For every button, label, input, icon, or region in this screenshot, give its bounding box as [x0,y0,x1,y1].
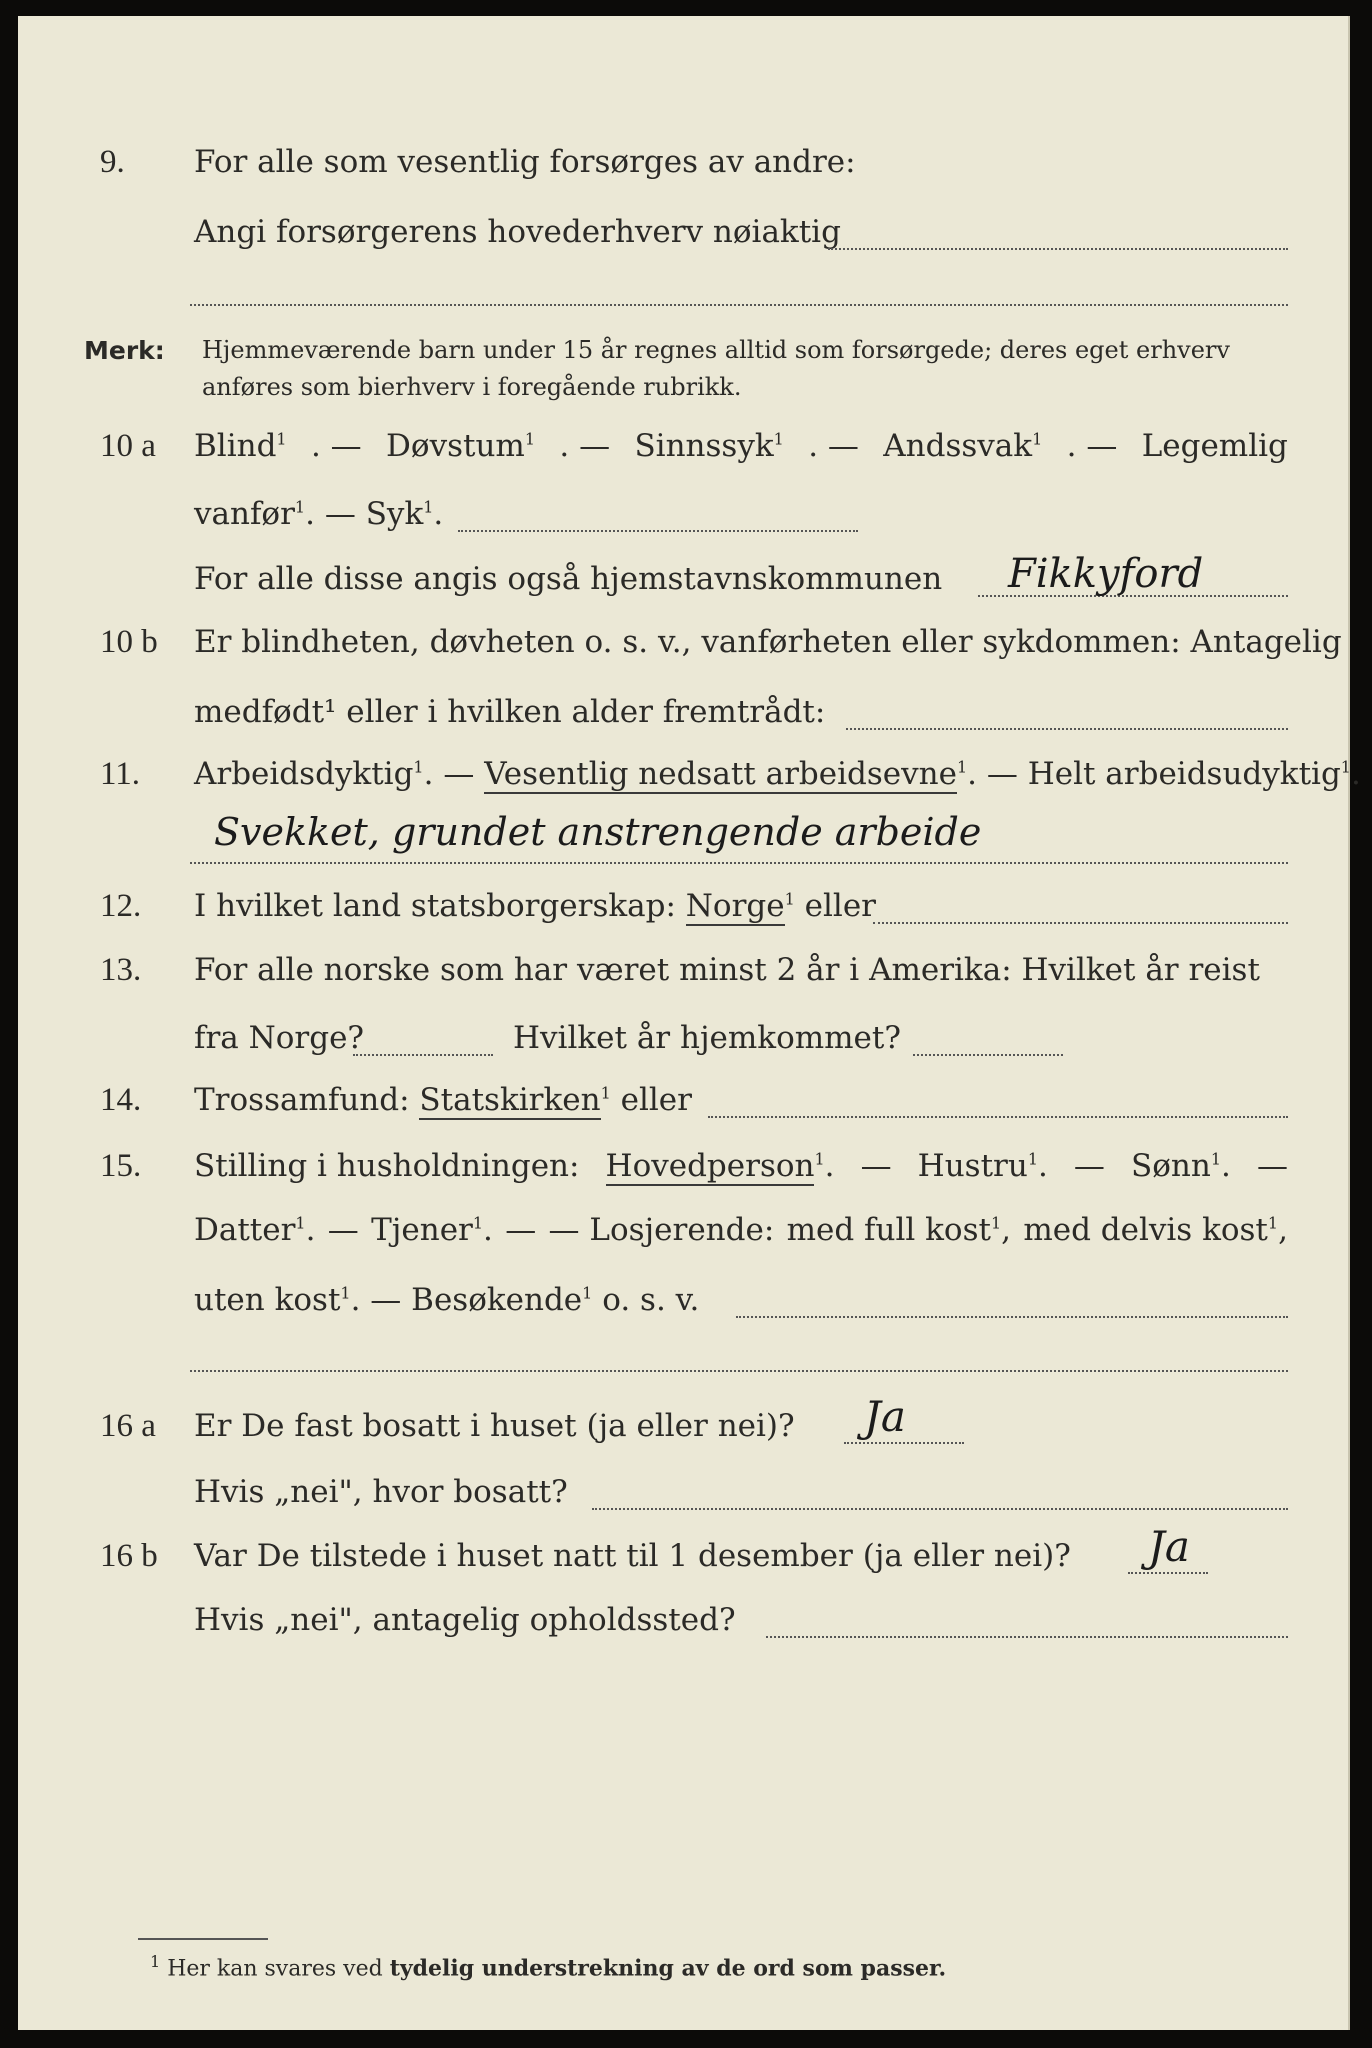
question-10a-number: 10 a [100,428,156,464]
question-10a [18,428,1348,478]
question-10b-number: 10 b [100,624,158,660]
merk-note-2 [18,373,1348,423]
question-11-number: 11. [100,756,141,792]
dash: . — [559,428,611,464]
option-blind: Blind$^1$ [194,428,287,464]
question-12-number: 12. [100,888,142,924]
question-9 [18,144,1348,194]
question-15-line3: uten kost$^1$. — Besøkende$^1$ o. s. v. [18,1282,1348,1332]
question-11-answer[interactable]: Svekket, grundet anstrengende arbeide [214,810,982,854]
option-andssvak: Andssvak$^1$ [883,428,1043,464]
answer-line-10b[interactable] [846,728,1288,730]
question-9-number: 9. [100,144,125,180]
answer-line-12[interactable] [873,922,1288,924]
option-datter[interactable]: Datter [194,1212,296,1248]
municipality-answer[interactable]: Fikkyford [1008,551,1204,597]
answer-line-15[interactable] [736,1316,1288,1318]
question-16b-answer[interactable]: Ja [1148,1522,1190,1571]
question-15-line1: Stilling i husholdningen: Hovedperson$^1$. — Hustru$^1$. — Sønn$^1$. — [194,1148,1288,1184]
question-9-provider [18,214,1348,264]
option-arbeidsudyktig[interactable]: Helt arbeidsudyktig [1027,756,1341,792]
answer-line-15b[interactable] [190,1370,1288,1372]
question-16b-text: Var De tilstede i huset natt til 1 desember (ja eller nei)? [194,1538,1071,1574]
question-13 [18,952,1348,1002]
merk-text-1: Hjemmeværende barn under 15 år regnes alltid som forsørgede; deres eget erhverv [202,336,1230,364]
merk-label: Merk: [84,336,165,365]
question-13-line1: For alle norske som har været minst 2 år i Amerika: Hvilket år reist [194,952,1260,988]
question-14: 14. Trossamfund: Statskirken$^1$ eller [18,1082,1348,1132]
question-9-line2: Angi forsørgerens hovederhverv nøiaktig [194,214,841,250]
answer-line-14[interactable] [708,1116,1288,1118]
question-12-text: I hvilket land statsborgerskap: [194,888,676,924]
question-15-number: 15. [100,1148,142,1184]
question-16b-line2 [18,1602,1348,1652]
question-16b [18,1522,1348,1588]
answer-line-13-right[interactable] [913,1054,1063,1056]
option-tjener[interactable]: Tjener [371,1212,473,1248]
option-norge[interactable]: Norge [685,888,785,924]
option-dovstum: Døvstum$^1$ [386,428,535,464]
option-sonn[interactable]: Sønn [1130,1148,1211,1184]
answer-line-9[interactable] [828,248,1288,250]
question-9-line1: For alle som vesentlig forsørges av andre: [194,144,856,180]
answer-line-13-left[interactable] [353,1054,493,1056]
question-10a-line2: vanfør$^1$. — Syk$^1$. [18,496,1348,546]
footnote-rule [138,1938,268,1940]
question-15-line2: Datter$^1$. — Tjener$^1$. — — Losjerende: med full kost$^1$, med delvis kost$^1$, [194,1212,1288,1248]
question-11: 11. Arbeidsdyktig$^1$. — Vesentlig nedsatt arbeidsevne$^1$. — Helt arbeidsudyktig$^1$. [100,756,1361,792]
answer-line-16a-where[interactable] [592,1508,1288,1510]
question-10b [18,624,1348,674]
question-11-answer-row [18,810,1348,866]
option-full-kost[interactable]: med full kost [786,1212,991,1248]
option-vanfor[interactable]: vanfør [194,496,295,532]
option-hustru[interactable]: Hustru [917,1148,1028,1184]
option-nedsatt[interactable]: Vesentlig nedsatt arbeidsevne [484,756,957,792]
option-syk[interactable]: Syk [365,496,424,532]
merk-text-2: anføres som bierhverv i foregående rubrikk. [202,373,742,401]
question-13-returned: Hvilket år hjemkommet? [513,1020,901,1056]
question-10b-line1: Er blindheten, døvheten o. s. v., vanførheten eller sykdommen: Antagelig [194,624,1342,660]
footnote: $^1$ Her kan svares ved tydelig understrekning av de ord som passer. [150,1952,947,1982]
option-sinnssyk: Sinnssyk$^1$ [634,428,784,464]
question-12: 12. I hvilket land statsborgerskap: Norge$^1$ eller [18,888,1348,938]
question-16b-number: 16 b [100,1538,158,1574]
question-10b-line2-row [18,694,1348,744]
question-16a-line2 [18,1474,1348,1524]
question-13-number: 13. [100,952,142,988]
answer-line-10a[interactable] [458,530,858,532]
form-page [18,16,1361,2030]
option-statskirken[interactable]: Statskirken [419,1082,601,1118]
answer-line-11[interactable] [190,862,1288,864]
question-13-line2 [18,1020,1348,1070]
option-uten-kost[interactable]: uten kost [194,1282,341,1318]
dash: . — [1066,428,1118,464]
question-10a-municipality [18,551,1348,611]
question-16a-text: Er De fast bosatt i huset (ja eller nei)? [194,1408,795,1444]
option-besokende[interactable]: Besøkende [411,1282,583,1318]
answer-line-16a[interactable] [844,1442,964,1444]
question-16a-number: 16 a [100,1408,156,1444]
answer-line-9b[interactable] [190,304,1288,306]
answer-line-16b[interactable] [1128,1572,1208,1574]
question-13-from-norway: fra Norge? [194,1020,365,1056]
option-delvis-kost[interactable]: med delvis kost [1023,1212,1268,1248]
municipality-prompt: For alle disse angis også hjemstavnskommunen [194,561,943,597]
dash: . — [310,428,362,464]
question-16a-where: Hvis „nei", hvor bosatt? [194,1474,568,1510]
dash: . — [808,428,859,464]
question-16b-whereabouts: Hvis „nei", antagelig opholdssted? [194,1602,736,1638]
option-legemlig[interactable]: Legemlig [1141,428,1288,464]
question-16a-answer[interactable]: Ja [864,1392,906,1441]
answer-line-16b-where[interactable] [766,1636,1288,1638]
question-10a-options [194,428,1288,464]
option-losjerende: — Losjerende: [548,1212,775,1248]
option-hovedperson[interactable]: Hovedperson [605,1148,815,1184]
question-10b-line2: medfødt¹ eller i hvilken alder fremtrådt: [194,694,826,730]
question-14-number: 14. [100,1082,142,1118]
question-15 [18,1148,1348,1198]
option-arbeidsdyktig[interactable]: Arbeidsdyktig [194,756,414,792]
question-16a [18,1392,1348,1458]
